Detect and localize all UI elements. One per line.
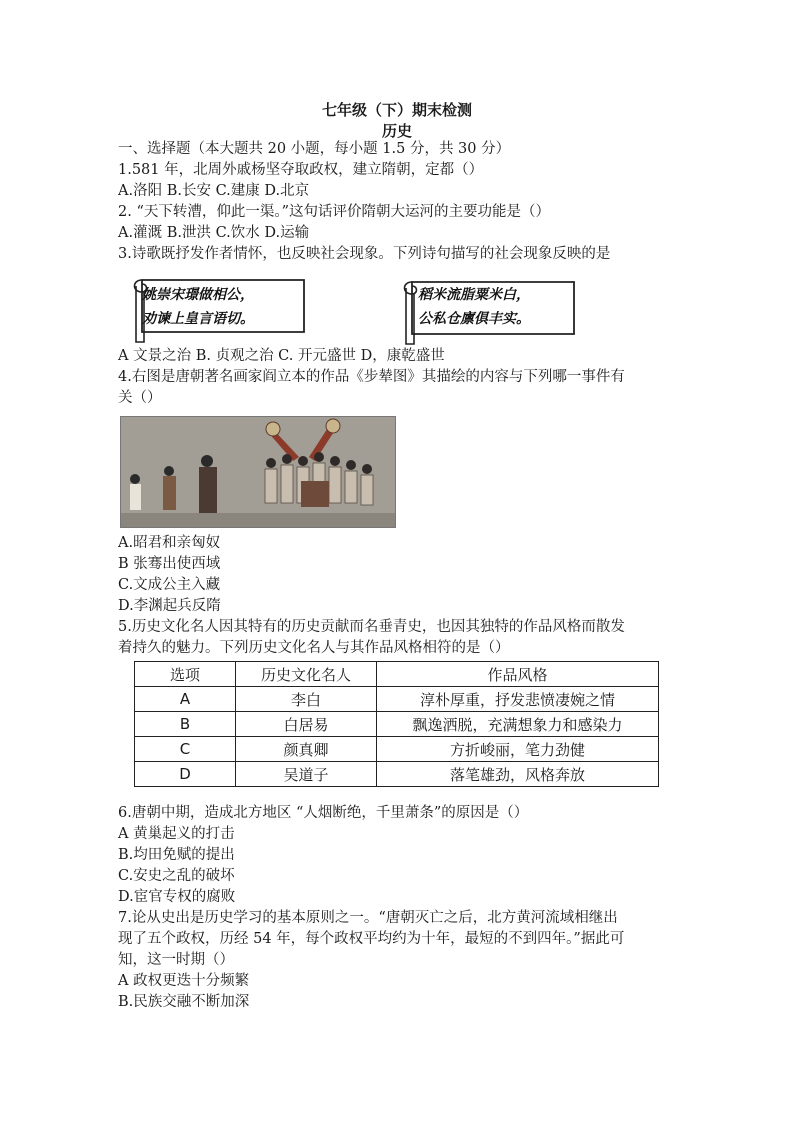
q7-stem-line-2: 现了五个政权，历经 54 年，每个政权平均约为十年，最短的不到四年。”据此可 <box>118 931 625 947</box>
q1-stem: 1.581 年，北周外戚杨坚夺取政权，建立隋朝，定都（） <box>118 162 484 178</box>
q6-stem: 6.唐朝中期，造成北方地区 “人烟断绝，千里萧条”的原因是（） <box>118 805 529 821</box>
q5-stem-line-1: 5.历史文化名人因其特有的历史贡献而名垂青史，也因其独特的作品风格而散发 <box>118 619 625 635</box>
bunian-painting-image <box>120 416 396 528</box>
q4-stem-line-2: 关（） <box>118 390 162 406</box>
poem-scroll-right <box>398 276 578 348</box>
table-cell: 淳朴厚重，抒发悲愤凄婉之情 <box>377 687 659 712</box>
q1-options: A.洛阳 B.长安 C.建康 D.北京 <box>118 183 310 199</box>
table-cell: 方折峻丽，笔力劲健 <box>377 737 659 762</box>
q6-option-c: C.安史之乱的破坏 <box>118 868 235 884</box>
table-cell: A <box>135 687 236 712</box>
q7-stem-line-1: 7.论从史出是历史学习的基本原则之一。“唐朝灭亡之后，北方黄河流域相继出 <box>118 910 618 926</box>
q3-options: A 文景之治 B. 贞观之治 C. 开元盛世 D，康乾盛世 <box>118 348 445 364</box>
table-cell: 白居易 <box>236 712 377 737</box>
q5-stem-line-2: 着持久的魅力。下列历史文化名人与其作品风格相符的是（） <box>118 640 510 656</box>
q4-option-d: D.李渊起兵反隋 <box>118 598 221 614</box>
q4-option-b: B 张骞出使西域 <box>118 556 221 572</box>
q3-stem: 3.诗歌既抒发作者情怀，也反映社会现象。下列诗句描写的社会现象反映的是 <box>118 246 611 262</box>
q7-option-a: A 政权更迭十分频繁 <box>118 973 250 989</box>
q5-options-table <box>134 661 659 787</box>
section-heading: 一、选择题（本大题共 20 小题，每小题 1.5 分，共 30 分） <box>118 141 511 157</box>
table-row <box>135 762 659 787</box>
q2-stem: 2. “天下转漕，仰此一渠。”这句话评价隋朝大运河的主要功能是（） <box>118 204 551 220</box>
scroll-right-line-2: 公私仓廪俱丰实。 <box>418 311 530 327</box>
scroll-right-line-1: 稻米流脂粟米白， <box>418 287 530 303</box>
table-cell: 飘逸洒脱，充满想象力和感染力 <box>377 712 659 737</box>
table-row <box>135 712 659 737</box>
q6-option-a: A 黄巢起义的打击 <box>118 826 235 842</box>
table-row <box>135 687 659 712</box>
table-header-cell: 作品风格 <box>377 662 659 687</box>
table-cell: 吴道子 <box>236 762 377 787</box>
table-cell: 李白 <box>236 687 377 712</box>
poem-scroll-left <box>128 272 308 344</box>
table-header-cell: 选项 <box>135 662 236 687</box>
table-cell: D <box>135 762 236 787</box>
q2-options: A.灌溉 B.泄洪 C.饮水 D.运输 <box>118 225 310 241</box>
table-cell: B <box>135 712 236 737</box>
q7-option-b: B.民族交融不断加深 <box>118 994 250 1010</box>
table-row <box>135 737 659 762</box>
table-header-cell: 历史文化名人 <box>236 662 377 687</box>
exam-subject: 历史 <box>381 122 412 140</box>
scroll-left-line-2: 劝谏上皇言语切。 <box>142 311 254 327</box>
q4-option-c: C.文成公主入藏 <box>118 577 221 593</box>
painting-figures <box>121 417 395 527</box>
scroll-left-line-1: 姚崇宋璟做相公， <box>142 287 254 303</box>
q6-option-d: D.宦官专权的腐败 <box>118 889 236 905</box>
table-header-row <box>135 662 659 687</box>
table-cell: 落笔雄劲，风格奔放 <box>377 762 659 787</box>
q6-option-b: B.均田免赋的提出 <box>118 847 235 863</box>
exam-title: 七年级（下）期末检测 <box>321 101 472 119</box>
q7-stem-line-3: 知，这一时期（） <box>118 952 234 968</box>
q4-stem-line-1: 4.右图是唐朝著名画家阎立本的作品《步辇图》其描绘的内容与下列哪一事件有 <box>118 369 625 385</box>
table-cell: 颜真卿 <box>236 737 377 762</box>
q4-option-a: A.昭君和亲匈奴 <box>118 535 221 551</box>
table-cell: C <box>135 737 236 762</box>
